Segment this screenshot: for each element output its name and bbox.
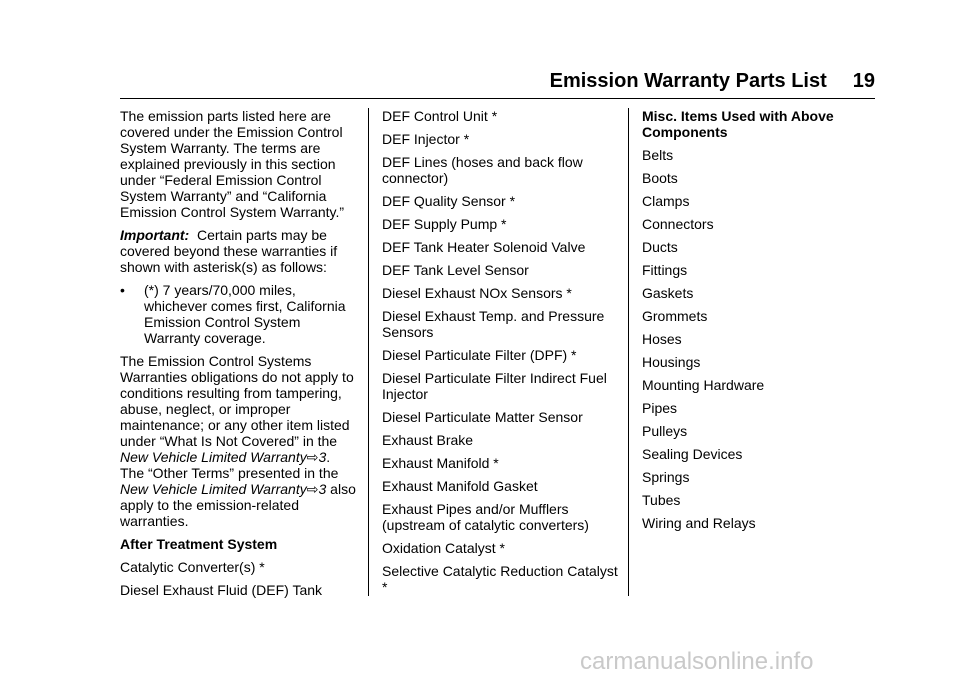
list-item: Gaskets — [642, 285, 694, 301]
important-label: Important: — [120, 227, 190, 243]
list-item: Selective Catalytic Reduction Catalyst * — [382, 563, 618, 595]
list-item: DEF Supply Pump * — [382, 216, 507, 232]
warranty-reference-2-title: New Vehicle Limited Warranty — [120, 481, 307, 497]
list-item: Pipes — [642, 400, 678, 416]
list-item: DEF Tank Level Sensor — [382, 262, 529, 278]
warranty-reference-1-page: 3 — [318, 449, 327, 465]
list-item: Fittings — [642, 262, 688, 278]
list-item: Mounting Hardware — [642, 377, 765, 393]
obligations-text-b: . The “Other Terms” presented in the — [120, 449, 339, 481]
section-heading: After Treatment System — [120, 536, 278, 552]
column-2 — [382, 108, 618, 602]
arrow-right-icon: ⇨ — [306, 481, 319, 497]
list-item: Diesel Particulate Matter Sensor — [382, 409, 583, 425]
list-item: Sealing Devices — [642, 446, 743, 462]
obligations-paragraph — [120, 353, 356, 529]
list-item: Diesel Particulate Filter Indirect Fuel Injector — [382, 370, 607, 402]
list-item: Exhaust Manifold * — [382, 455, 499, 471]
list-item: DEF Quality Sensor * — [382, 193, 516, 209]
coverage-bullet — [120, 282, 356, 346]
list-item: Exhaust Brake — [382, 432, 474, 448]
list-item: Clamps — [642, 193, 690, 209]
list-item: DEF Control Unit * — [382, 108, 498, 124]
list-item: Wiring and Relays — [642, 515, 756, 531]
list-item: Tubes — [642, 492, 681, 508]
list-item: Diesel Exhaust Fluid (DEF) Tank — [120, 582, 323, 598]
warranty-reference-2[interactable] — [120, 481, 326, 497]
list-item: Springs — [642, 469, 690, 485]
warranty-reference-2-page: 3 — [318, 481, 327, 497]
list-item: Grommets — [642, 308, 708, 324]
important-text: Certain parts may be covered beyond these warranties if shown with asterisk(s) as follows: — [120, 227, 338, 275]
list-item: Catalytic Converter(s) * — [120, 559, 265, 575]
misc-heading: Misc. Items Used with Above Components — [642, 108, 834, 140]
obligations-text-a: The Emission Control Systems Warranties obligations do not apply to conditions resulting from tampering, abuse, neglect, or improper maintenance; or any other item listed under “What Is Not Covered” in the — [120, 353, 354, 449]
list-item: Boots — [642, 170, 678, 186]
obligations-text-c: also apply to the emission-related warranties. — [120, 481, 356, 529]
list-item: Belts — [642, 147, 674, 163]
list-item: DEF Tank Heater Solenoid Valve — [382, 239, 586, 255]
list-item: Pulleys — [642, 423, 688, 439]
arrow-right-icon: ⇨ — [306, 449, 319, 465]
column-1 — [120, 108, 356, 605]
list-item: Oxidation Catalyst * — [382, 540, 505, 556]
warranty-reference-1[interactable] — [120, 449, 326, 465]
list-item: DEF Lines (hoses and back flow connector) — [382, 154, 583, 186]
list-item: Connectors — [642, 216, 714, 232]
important-note — [120, 227, 356, 275]
list-item: Diesel Exhaust Temp. and Pressure Sensors — [382, 308, 605, 340]
page-number: 19 — [852, 70, 875, 92]
list-item: DEF Injector * — [382, 131, 470, 147]
list-item: Ducts — [642, 239, 678, 255]
list-item: Exhaust Pipes and/or Mufflers (upstream of catalytic converters) — [382, 501, 589, 533]
column-divider — [628, 108, 629, 596]
list-item: Diesel Particulate Filter (DPF) * — [382, 347, 577, 363]
bullet-text: (*) 7 years/70,000 miles, whichever comes first, California Emission Control System Warranty coverage. — [144, 282, 346, 346]
column-divider — [368, 108, 369, 596]
list-item: Housings — [642, 354, 701, 370]
bullet-marker: • — [120, 282, 125, 298]
intro-paragraph: The emission parts listed here are covered under the Emission Control System Warranty. The terms are explained previously in this section under “Federal Emission Control System Warranty” and “California Emission Control System Warranty.” — [120, 108, 345, 220]
column-3 — [642, 108, 872, 538]
list-item: Exhaust Manifold Gasket — [382, 478, 538, 494]
header-rule — [120, 98, 875, 99]
watermark: carmanualsonline.info — [580, 648, 814, 675]
list-item: Hoses — [642, 331, 682, 347]
page-title: Emission Warranty Parts List — [549, 70, 827, 92]
list-item: Diesel Exhaust NOx Sensors * — [382, 285, 572, 301]
page-header — [120, 70, 875, 93]
warranty-reference-1-title: New Vehicle Limited Warranty — [120, 449, 307, 465]
